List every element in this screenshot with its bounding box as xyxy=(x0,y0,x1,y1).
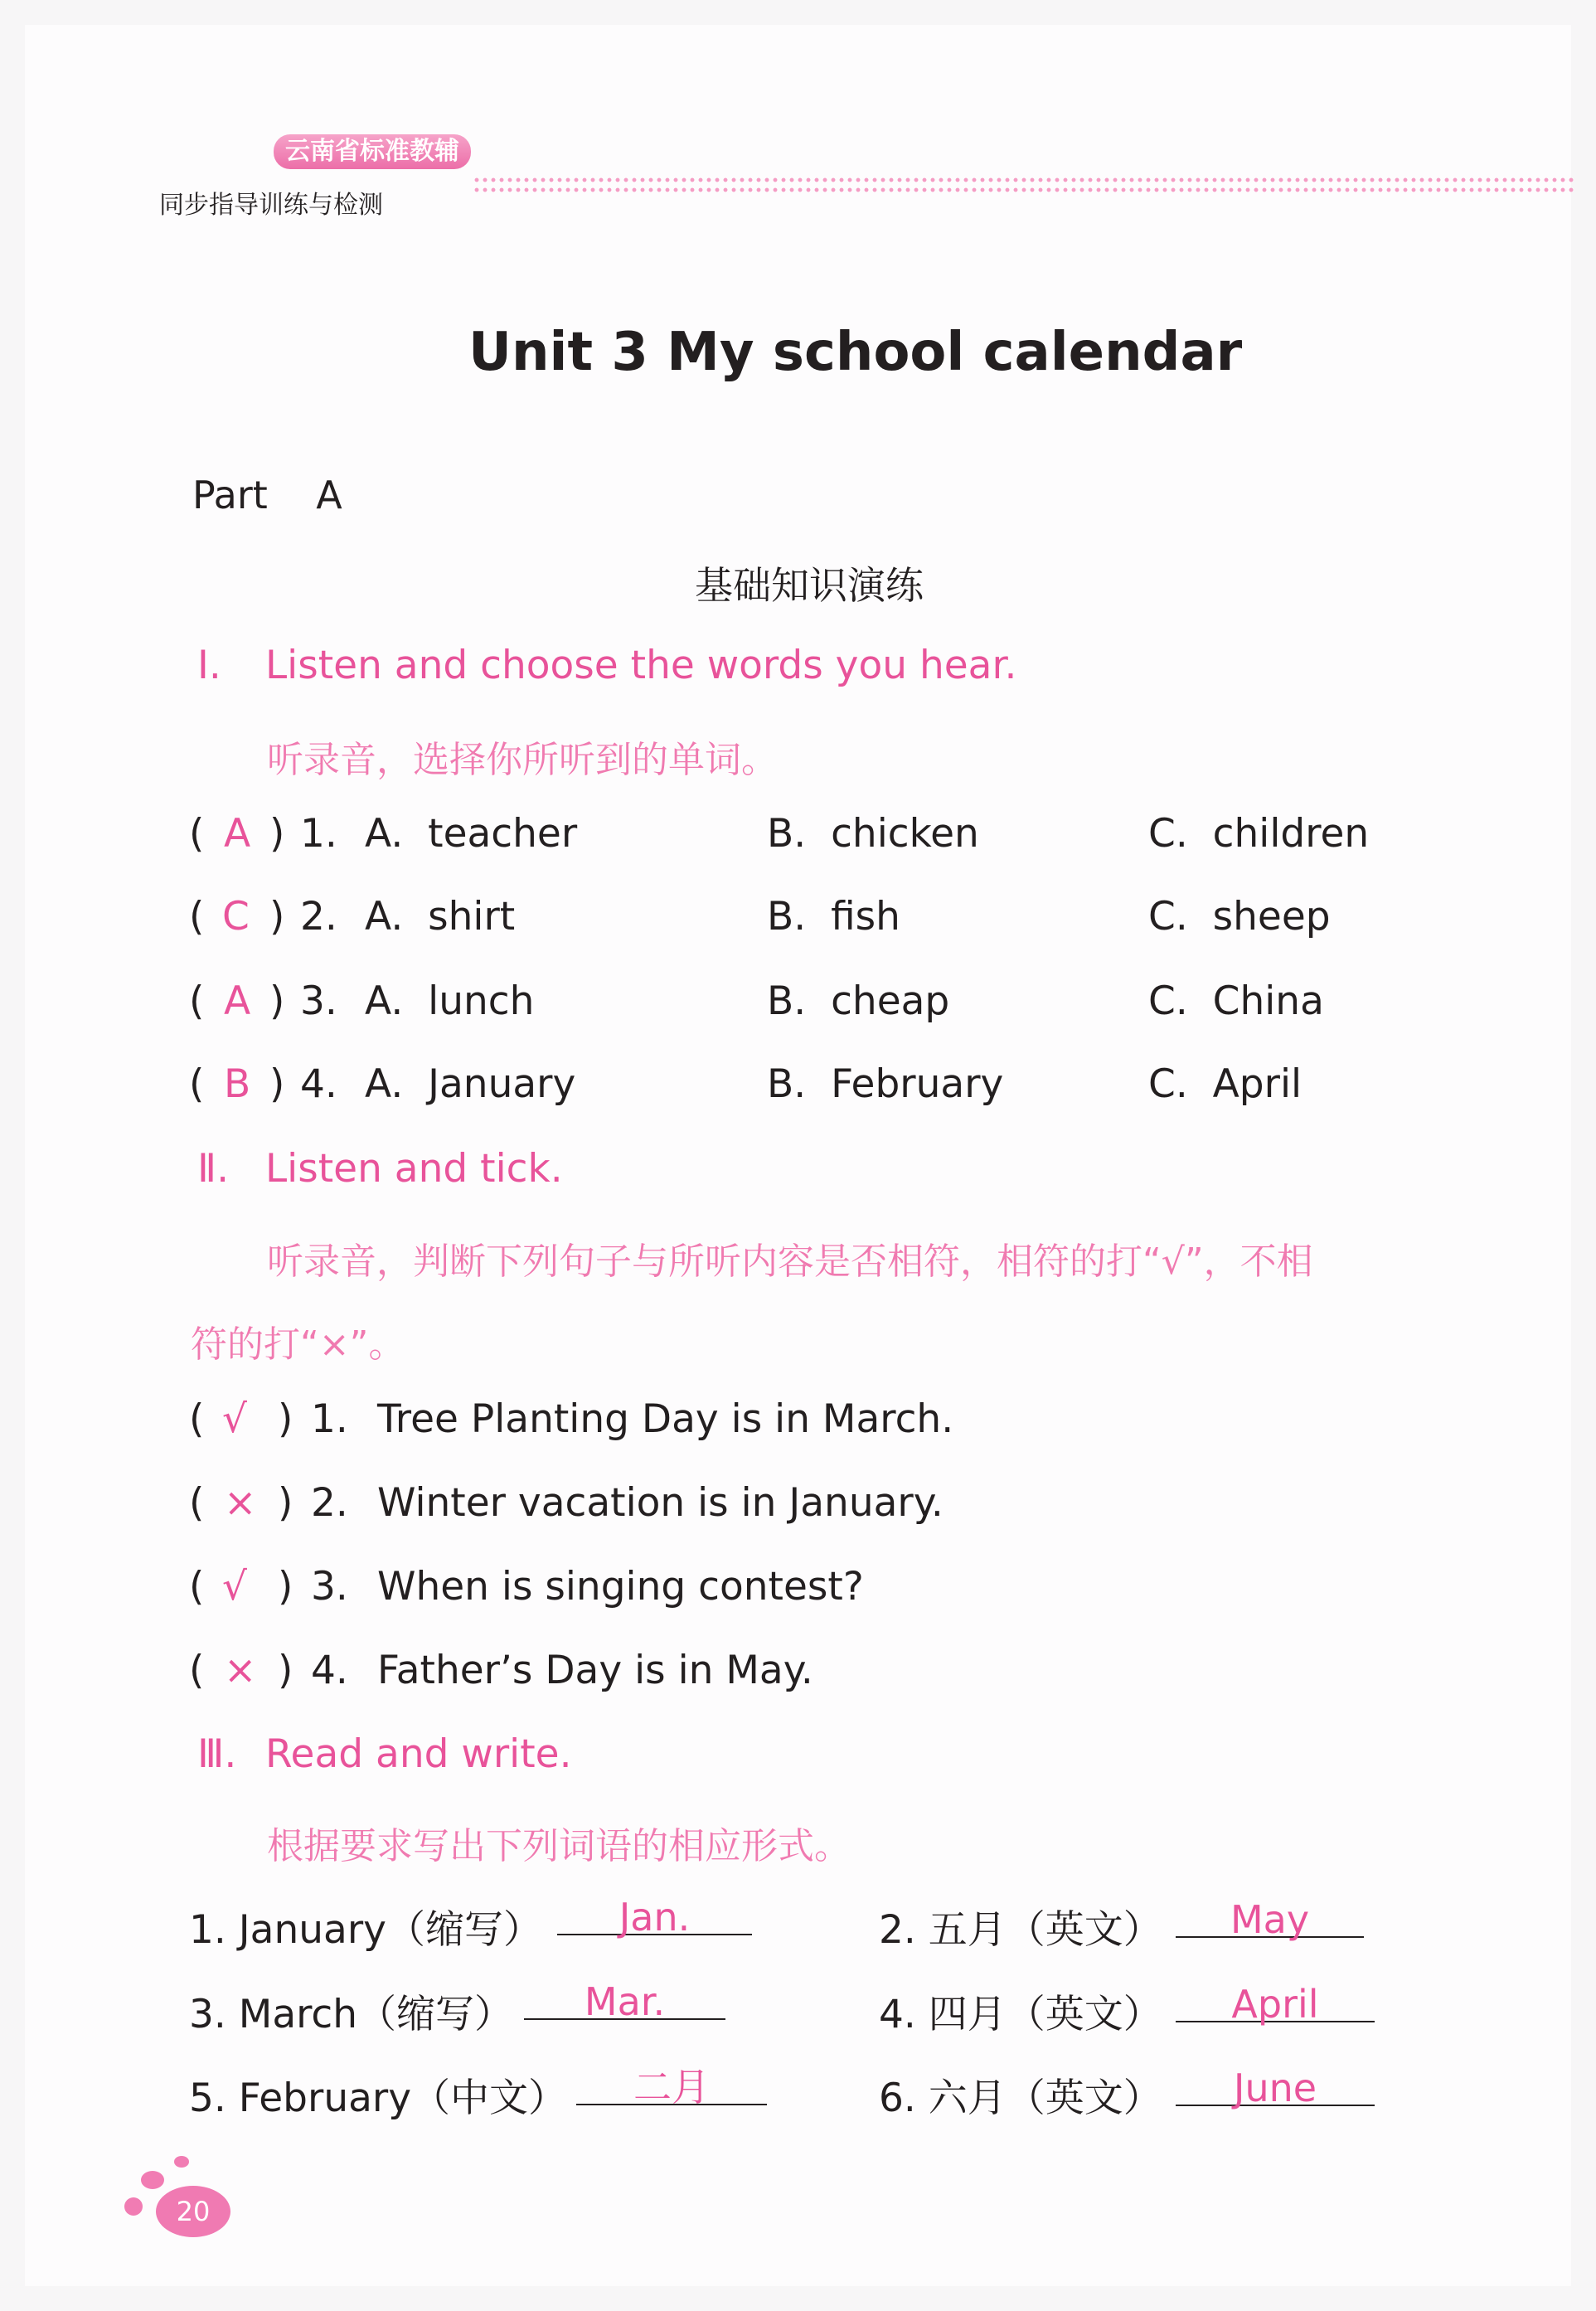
statement-text: Tree Planting Day is in March. xyxy=(377,1396,954,1442)
option-a: A. January xyxy=(365,1061,576,1107)
statement-text: Father’s Day is in May. xyxy=(377,1648,813,1693)
item-label: 2. 五月（英文） xyxy=(879,1907,1162,1953)
section-2-number: Ⅱ. xyxy=(197,1146,230,1192)
answer-blank: 二月 xyxy=(576,2062,767,2105)
decor-dot xyxy=(124,2197,143,2216)
option-c: C. April xyxy=(1148,1061,1303,1107)
paren-close: ) xyxy=(278,1396,293,1442)
answer-mark: × xyxy=(224,1648,257,1693)
answer-blank: May xyxy=(1176,1895,1364,1938)
option-a: A. shirt xyxy=(365,894,516,939)
question-number: 1. xyxy=(300,811,337,857)
option-b: B. cheap xyxy=(767,978,950,1024)
question-number: 2. xyxy=(300,894,337,939)
section-1-number: Ⅰ. xyxy=(197,643,221,688)
answer-mark: × xyxy=(224,1480,257,1526)
section-3-title: Read and write. xyxy=(265,1731,572,1777)
section-1-instruction: 听录音，选择你所听到的单词。 xyxy=(267,739,778,781)
paren-open: ( xyxy=(189,978,205,1024)
question-number: 1. xyxy=(311,1396,348,1442)
answer-mark: √ xyxy=(222,1564,247,1609)
paren-open: ( xyxy=(189,894,205,939)
statement-text: When is singing contest? xyxy=(377,1564,864,1609)
option-a: A. teacher xyxy=(365,811,578,857)
page-number: 20 xyxy=(156,2186,230,2237)
item-label: 4. 四月（英文） xyxy=(879,1992,1162,2037)
question-number: 4. xyxy=(300,1061,337,1107)
header-dotted-rule xyxy=(473,176,1575,184)
paren-open: ( xyxy=(189,811,205,857)
paren-close: ) xyxy=(278,1648,293,1693)
answer-blank: June xyxy=(1176,2063,1375,2106)
paren-open: ( xyxy=(189,1564,205,1609)
option-c: C. China xyxy=(1148,978,1324,1024)
decor-dot xyxy=(174,2156,189,2168)
item-label: 5. February（中文） xyxy=(189,2076,568,2121)
section-heading: 基础知识演练 xyxy=(695,563,924,608)
question-number: 3. xyxy=(311,1564,348,1609)
answer-blank: Jan. xyxy=(557,1892,752,1935)
answer-blank: April xyxy=(1176,1979,1375,2022)
paren-close: ) xyxy=(269,978,285,1024)
section-2-instruction-line-2: 符的打“×”。 xyxy=(191,1323,405,1366)
paren-close: ) xyxy=(278,1480,293,1526)
question-number: 2. xyxy=(311,1480,348,1526)
answer-choice: C xyxy=(222,894,250,939)
answer-mark: √ xyxy=(222,1396,247,1442)
paren-open: ( xyxy=(189,1061,205,1107)
paren-open: ( xyxy=(189,1396,205,1442)
statement-text: Winter vacation is in January. xyxy=(377,1480,944,1526)
paren-close: ) xyxy=(269,811,285,857)
paren-open: ( xyxy=(189,1648,205,1693)
paren-close: ) xyxy=(269,1061,285,1107)
item-label: 6. 六月（英文） xyxy=(879,2076,1162,2121)
question-number: 4. xyxy=(311,1648,348,1693)
item-label: 3. March（缩写） xyxy=(189,1992,514,2037)
header-dotted-rule-2 xyxy=(473,186,1575,194)
header-badge: 云南省标准教辅 xyxy=(274,134,471,169)
paren-open: ( xyxy=(189,1480,205,1526)
section-3-number: Ⅲ. xyxy=(197,1731,237,1777)
question-number: 3. xyxy=(300,978,337,1024)
section-1-title: Listen and choose the words you hear. xyxy=(265,643,1017,688)
page-title: Unit 3 My school calendar xyxy=(468,322,1243,383)
series-title: 同步指导训练与检测 xyxy=(159,191,383,220)
answer-choice: A xyxy=(224,978,251,1024)
answer-choice: B xyxy=(224,1061,251,1107)
answer-choice: A xyxy=(224,811,251,857)
section-2-instruction-line-1: 听录音，判断下列句子与所听内容是否相符，相符的打“√”，不相 xyxy=(267,1240,1313,1283)
paren-close: ) xyxy=(278,1564,293,1609)
option-c: C. sheep xyxy=(1148,894,1331,939)
answer-blank: Mar. xyxy=(524,1977,725,2020)
paren-close: ) xyxy=(269,894,285,939)
section-2-title: Listen and tick. xyxy=(265,1146,563,1192)
section-3-instruction: 根据要求写出下列词语的相应形式。 xyxy=(267,1825,851,1867)
option-c: C. children xyxy=(1148,811,1370,857)
option-a: A. lunch xyxy=(365,978,535,1024)
decor-dot xyxy=(141,2171,164,2189)
part-label: Part A xyxy=(192,473,342,517)
option-b: B. chicken xyxy=(767,811,979,857)
option-b: B. fish xyxy=(767,894,900,939)
item-label: 1. January（缩写） xyxy=(189,1907,542,1953)
option-b: B. February xyxy=(767,1061,1004,1107)
